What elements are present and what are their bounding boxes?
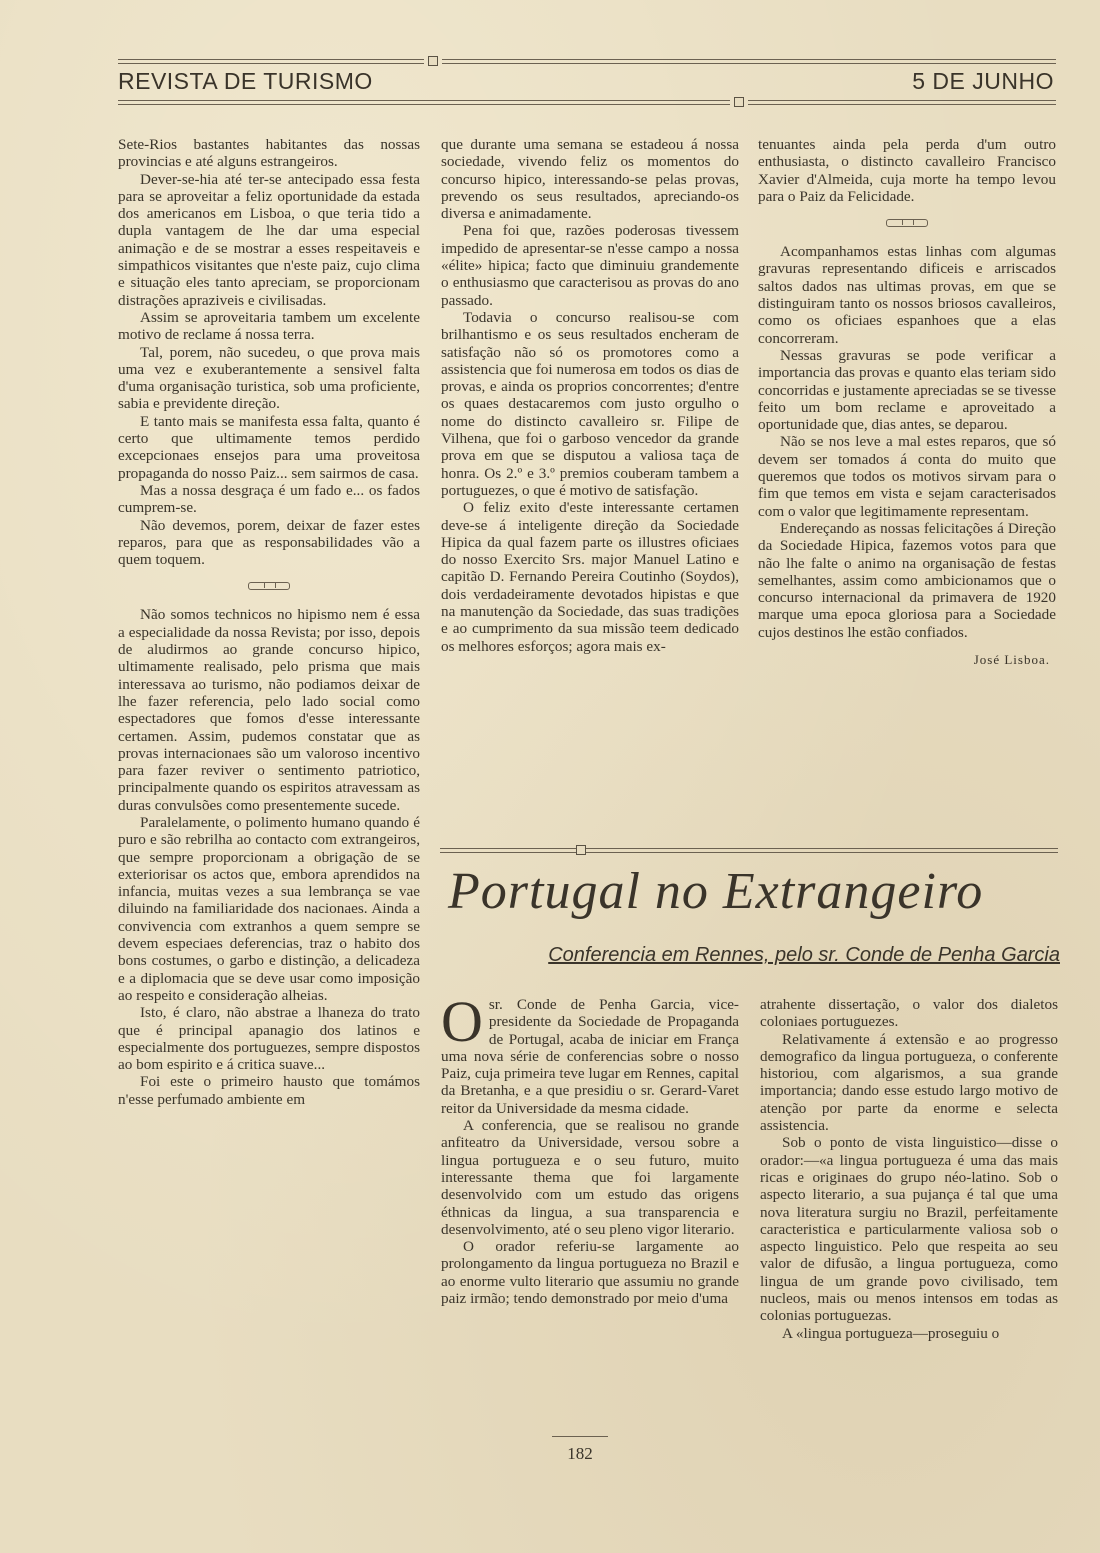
section-separator-ornament xyxy=(248,582,290,590)
paragraph: que durante uma semana se estadeou á nossa sociedade, vivendo feliz os momentos do concurso hipico, interessando-se pelas provas, prevendo os seus resultados, apreciando-os diversa e animadamente. xyxy=(441,136,739,223)
paragraph: atrahente dissertação, o valor dos dialetos coloniaes portuguezes. xyxy=(760,996,1058,1031)
paragraph: Pena foi que, razões poderosas tivessem impedido de apresentar-se n'esse campo a nossa «élite» hipica; facto que diminuiu grandemente o enthusiasmo que caracterisou as provas do ano passado. xyxy=(441,222,739,309)
paragraph: E tanto mais se manifesta essa falta, quanto é certo que ultimamente temos perdido excepcionaes ensejos para uma proveitosa propaganda do nosso Paiz... sem sairmos de casa. xyxy=(118,412,420,482)
paragraph: Tal, porem, não sucedeu, o que prova mais uma vez e exuberantemente a sensivel falta d'uma organisação turistica, sob uma proficiente, sabia e previdente direção. xyxy=(118,343,420,413)
article-column-b xyxy=(760,996,1058,1342)
issue-date: 5 DE JUNHO xyxy=(912,68,1054,94)
header-top-rule-right xyxy=(442,59,1056,64)
paragraph: Não devemos, porem, deixar de fazer estes reparos, para que as responsabilidades vão a quem toquem. xyxy=(118,516,420,569)
paragraph: Todavia o concurso realisou-se com brilhantismo e os seus resultados encheram de satisfação não só os promotores como a assistencia que foi numerosa em todos os dias de provas, e ainda os proprios concorrentes; d'entre os quaes destacaremos com justo orgulho o nome do distincto cavalleiro sr. Filipe de Vilhena, que foi o garboso vencedor da grande prova em que se disputou a valiosa taça de honra. Os 2.º e 3.º premios couberam tambem a portuguezes, o que é motivo de satisfação. xyxy=(441,308,739,499)
paragraph: Dever-se-hia até ter-se antecipado essa festa para se aproveitar a feliz oportunidade da estada dos americanos em Lisboa, o que teria tido a dupla vantagem de lhe dar uma especial animação e de se mostrar a esses respeitaveis e simpathicos visitantes que n'este paiz, cujo clima e situação eles tanto apreciam, se proporcionam distrações apraziveis e civilisadas. xyxy=(118,170,420,309)
folio-rule xyxy=(552,1436,608,1437)
paragraph: O orador referiu-se largamente ao prolongamento da lingua portugueza no Brazil e ao enorme vulto literario que assumiu no grande paiz irmão; tendo demonstrado por meio d'uma xyxy=(441,1238,739,1308)
paragraph: Assim se aproveitaria tambem um excelente motivo de reclame á nossa terra. xyxy=(118,308,420,344)
header-top-rule-left xyxy=(118,59,424,64)
article-divider-rule xyxy=(440,848,1058,853)
header-bottom-rule-right xyxy=(748,100,1056,105)
author-signature: José Lisboa. xyxy=(973,652,1050,668)
header-ornament-top xyxy=(428,56,438,66)
magazine-title: REVISTA DE TURISMO xyxy=(118,68,373,94)
paragraph: Foi este o primeiro hausto que tomámos n'esse perfumado ambiente em xyxy=(118,1073,420,1108)
paragraph: Sete-Rios bastantes habitantes das nossas provincias e até alguns estrangeiros. xyxy=(118,136,420,171)
paragraph-lead xyxy=(441,989,739,1117)
paragraph: Não somos technicos no hipismo nem é essa a especialidade da nossa Revista; por isso, depois de aludirmos ao grande concurso hipico, ultimamente realisado, pelo prisma que mais interessava ao turismo, não podiamos deixar de lhe fazer referencia, pelo lado social como espectadores que fomos d'esse interessante certamen. Assim, pudemos constatar que as provas internacionaes são um valoroso incentivo para fazer reviver o sentimento patriotico, principalmente quando os espiritos atravessam as duras convulsões como presentemente sucede. xyxy=(118,606,420,814)
paragraph: Não se nos leve a mal estes reparos, que só devem ser tomados á conta do muito que queremos que todos os motivos sirvam para o fim que temos em vista e sejam caracterisados com o valor que legitimamente representam. xyxy=(758,433,1056,520)
paragraph: O feliz exito d'este interessante certamen deve-se á inteligente direção da Sociedade Hipica da qual fazem parte os illustres oficiaes do nosso Exercito Srs. major Manuel Latino e capitão D. Fernando Pereira Coutinho (Soydos), dois verdadeiramente devotados hipistas e que na manutenção da Sociedade, das suas tradições e ao cumprimento da sua missão teem dedicado os melhores esforços; agora mais ex- xyxy=(441,499,739,655)
paragraph: Acompanhamos estas linhas com algumas gravuras representando dificeis e arriscados saltos dados nas ultimas provas, em que se distinguiram tanto os nossos briosos cavalleiros, como os oficiaes espanhoes que a elas concorreram. xyxy=(758,243,1056,347)
paragraph: Relativamente á extensão e ao progresso demografico da lingua portugueza, o conferente historiou, com algarismos, a sua grande importancia; dando esse estudo largo motivo de atenção por parte da enorme e selecta assistencia. xyxy=(760,1030,1058,1135)
column-1 xyxy=(118,136,420,1108)
page-number: 182 xyxy=(567,1444,593,1463)
article-title: Portugal no Extrangeiro xyxy=(448,863,984,920)
paragraph: Nessas gravuras se pode verificar a importancia das provas e quanto elas teriam sido concorridas e justamente apreciadas se se tivesse feito um bom reclame e aproveitado a oportunidade que, dias antes, se deparou. xyxy=(758,346,1056,434)
column-3 xyxy=(758,136,1056,668)
section-separator-ornament xyxy=(886,219,928,227)
header-bottom-rule-left xyxy=(118,100,730,105)
paragraph: Sob o ponto de vista linguistico—disse o orador:—«a lingua portugueza é uma das mais ricas e originaes do grupo néo-latino. Sob o aspecto literario, a sua pujança é tal que uma nova literatura surgiu no Brazil, perfeitamente caracteristica e particularmente valiosa sob o aspecto linguistico. Pelo que respeita ao seu valor de difusão, a lingua portugueza, como lingua de um grande povo civilisado, tem nucleos, mais ou menos intensos em todas as colonias portuguezas. xyxy=(760,1134,1058,1325)
paragraph: A conferencia, que se realisou no grande anfiteatro da Universidade, versou sobre a lingua portugueza e o seu futuro, muito interessante thema que foi largamente desenvolvido com um estudo das origens éthnicas da lingua, a sua transparencia e desenvolvimento, até o seu pleno vigor literario. xyxy=(441,1117,739,1238)
header-ornament-bottom xyxy=(734,97,744,107)
drop-cap: O xyxy=(441,989,483,1054)
paragraph: tenuantes ainda pela perda d'um outro enthusiasta, o distincto cavalleiro Francisco Xavier d'Almeida, cuja morte ha tempo levou para o Paiz da Felicidade. xyxy=(758,136,1056,205)
article-divider-ornament xyxy=(576,845,586,855)
paragraph: A «lingua portugueza—proseguiu o xyxy=(782,1324,1000,1342)
column-2 xyxy=(441,136,739,655)
paragraph: Isto, é claro, não abstrae a lhaneza do trato que é principal apanagio dos latinos e especialmente dos portuguezes, sempre dispostos ao bom espirito e á critica suave... xyxy=(118,1004,420,1074)
article-column-a xyxy=(441,989,739,1308)
paragraph: Endereçando as nossas felicitações á Direção da Sociedade Hipica, fazemos votos para que não lhe falte o animo na organisação de festas semelhantes, assim como ambicionamos que o concurso internacional da primavera de 1920 marque uma epoca gloriosa para a Sociedade cujos destinos lhe estão confiados. xyxy=(758,519,1056,641)
paragraph: Mas a nossa desgraça é um fado e... os fados cumprem-se. xyxy=(118,481,420,517)
paragraph: Paralelamente, o polimento humano quando é puro e são rebrilha ao contacto com extrangeiros, que sempre proporcionam a obrigação de se exteriorisar os actos que, embora aprendidos na infancia, muitas vezes a sua lembrança se vae diluindo na familiaridade dos nacionaes. Ainda a convivencia com extranhos a quem sempre se devem especiaes deferencias, traz o habito dos bons costumes, o garbo e distinção, a delicadeza e a diplomacia que se deve usar como imposição ao respeito e consideração alheias. xyxy=(118,813,420,1004)
article-subtitle: Conferencia em Rennes, pelo sr. Conde de Penha Garcia xyxy=(548,944,1060,966)
lead-text: sr. Conde de Penha Garcia, vice-presidente da Sociedade de Propaganda de Portugal, acaba de iniciar em França uma nova série de conferencias sobre o nosso Paiz, cuja primeira teve lugar em Rennes, capital da Bretanha, e a que presidiu o sr. Gerard-Varet reitor da Universidade da mesma cidade. xyxy=(441,996,739,1117)
